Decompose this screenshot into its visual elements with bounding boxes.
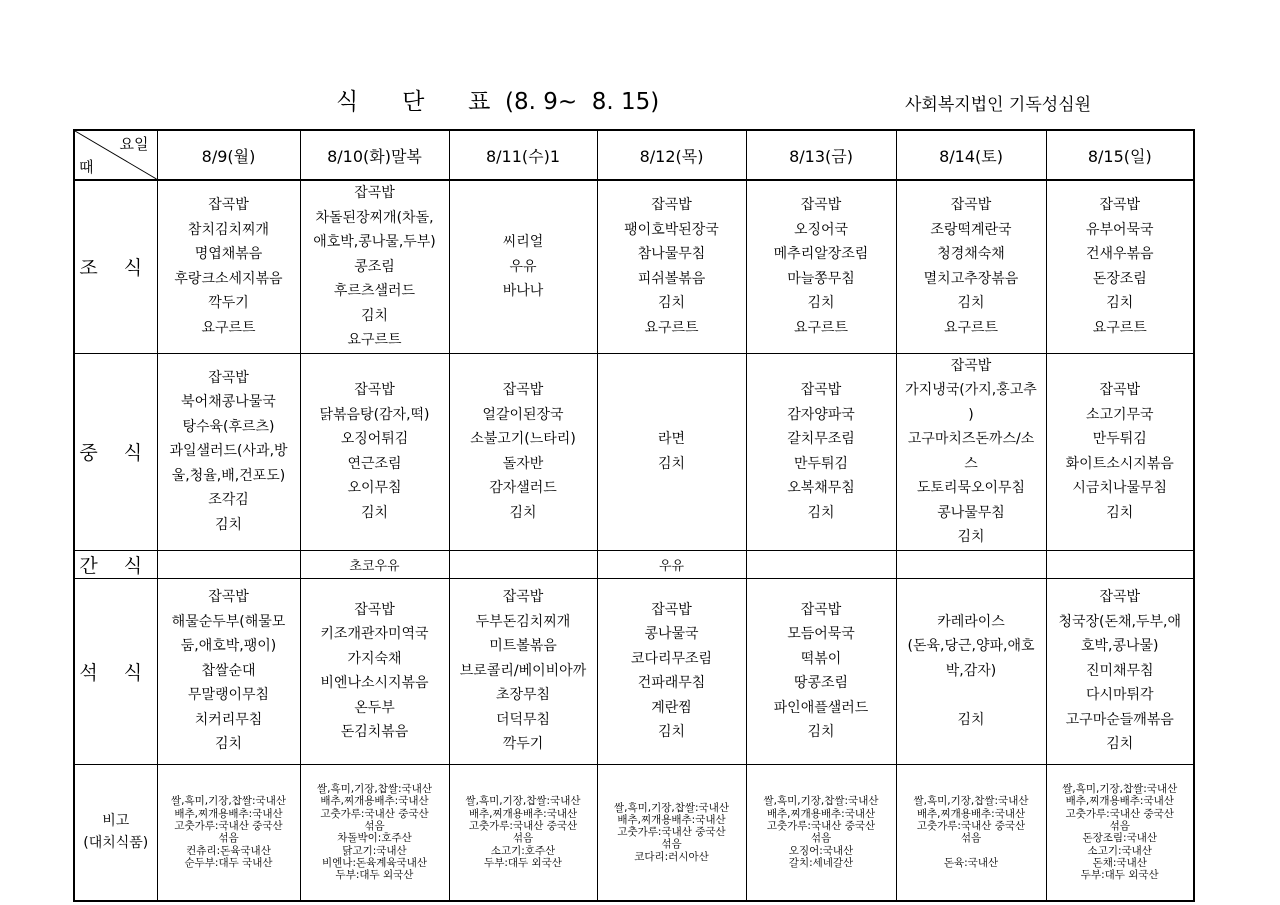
menu-cell [746,180,896,353]
breakfast-row [74,180,1194,353]
cell-line: 고춧가루:국내산 중국산 [766,819,876,832]
cell-line: 해물순두부(해물모 [171,613,286,630]
cell-line: 잡곡밥 [502,589,544,606]
cell-line: 고춧가루:국내산 중국산 [617,826,726,839]
cell-line: 브로콜리/베이비아까 [459,662,587,679]
cell-line: 참치김치찌개 [187,221,270,238]
cell-line: 섞음 [512,832,534,845]
cell-line: 잡곡밥 [651,197,692,214]
cell-line: 치커리무침 [194,711,263,728]
cell-line: 배추,찌개용배추:국내산 [1065,795,1174,808]
cell-line: 건새우볶음 [1085,246,1154,263]
cell-line: 팽이호박된장국 [624,221,719,238]
cell-line: 두부돈김치찌개 [475,613,571,630]
cell-line: 돈장조림 [1092,270,1147,287]
cell-line: 울,청율,배,건포도) [171,467,286,484]
cell-line: 잡곡밥 [651,601,692,618]
cell-line: 둠,애호박,팽이) [180,638,277,655]
cell-line: 김치 [657,295,686,312]
cell-line: 갈치무조림 [787,431,855,447]
cell-line: 돈장조림:국내산 [1082,832,1158,845]
cell-line: 잡곡밥 [208,589,249,606]
cell-line: 더덕무침 [495,711,551,728]
cell-line: 코다리무조림 [630,650,713,667]
cell-line: 잡곡밥 [800,382,842,398]
menu-cell [449,353,597,550]
cell-line: 돈김치볶음 [340,724,409,740]
cell-line: 고구마치즈돈까스/소 [907,431,1035,447]
cell-line: 소고기무국 [1085,406,1154,423]
cell-line: 섞음 [218,832,239,845]
cell-line: 건파래무침 [637,675,706,691]
cell-line: 김치 [214,736,243,753]
cell-line: 시금치나물무침 [1072,480,1168,496]
cell-line: 깍두기 [208,295,249,312]
cell-line: 요구르트 [644,319,699,336]
snack-cell: 초코우유 [300,550,449,578]
cell-line: 잡곡밥 [502,382,544,398]
cell-line: 도토리묵오이무침 [916,480,1026,496]
dinner-row [74,578,1194,764]
cell-line: 만두튀김 [1092,431,1147,447]
cell-line: 메추리알장조림 [773,246,869,263]
cell-line: 씨리얼 [502,234,544,250]
header-row [74,130,1194,180]
cell-line: 두부:대두 외국산 [484,856,562,869]
cell-line: 코다리:러시아산 [634,850,709,863]
cell-line: 온두부 [354,699,395,716]
snack-cell [896,550,1046,578]
menu-cell [300,180,449,353]
cell-line: 김치 [509,504,537,521]
cell-line: 바나나 [502,283,544,299]
snack-cell [449,550,597,578]
cell-line: 고춧가루:국내산 중국산 [1065,807,1174,820]
cell-line: 돈채:국내산 [1092,856,1147,869]
cell-line: 비엔나소시지볶음 [320,675,429,691]
cell-line: 돈육:국내산 [943,856,999,869]
cell-line: 오징어튀김 [340,431,409,447]
lunch-row [74,353,1194,550]
notes-cell [449,764,597,901]
cell-line: 우유 [509,258,537,275]
cell-line: 청국장(돈채,두부,애 [1058,613,1182,630]
cell-line: 화이트소시지볶음 [1065,455,1174,472]
snack-row [74,550,1194,578]
cell-line: 조각김 [208,492,249,509]
snack-cell [157,550,300,578]
menu-cell [300,353,449,550]
cell-line: 비고 [102,813,130,830]
cell-line: 김치 [1106,295,1134,312]
notes-label [74,764,157,901]
cell-line: 잡곡밥 [950,197,992,214]
cell-line: 두부:대두 외국산 [1080,869,1159,882]
cell-line: 컨츄리:돈육국내산 [186,844,271,857]
cell-line: 초장무침 [495,687,551,704]
menu-cell [746,353,896,550]
cell-line: 스 [964,455,978,472]
cell-line: 갈치:세네갈산 [788,856,854,869]
cell-line: 멸치고추장볶음 [923,270,1019,287]
menu-cell [1046,578,1194,764]
cell-line: 콩나물국 [644,626,699,642]
cell-line: 고춧가루:국내산 중국산 [174,819,283,832]
meal-axis-label: 때 [79,158,94,176]
menu-cell [597,578,746,764]
cell-line: 요구르트 [943,319,999,336]
snack-cell [1046,550,1194,578]
cell-line: 피쉬볼볶음 [637,270,706,287]
cell-line: 미트볼볶음 [489,638,557,655]
cell-line: 계란찜 [651,699,692,716]
cell-line: 배추,찌개용배추:국내산 [766,807,876,820]
meal-label-dinner: 석 식 [74,578,157,764]
cell-line: 진미채무침 [1085,662,1154,679]
snack-cell: 우유 [597,550,746,578]
cell-line: 섞음 [661,838,682,851]
notes-row [74,764,1194,901]
cell-line: 요구르트 [347,332,402,348]
corner-cell [74,130,157,180]
day-header: 8/11(수)1 [449,130,597,180]
cell-line: 다시마튀각 [1085,687,1154,704]
cell-line: 카레라이스 [937,613,1005,630]
cell-line: 김치 [807,724,835,740]
cell-line: 오이무침 [347,480,402,496]
cell-line: 라면 [657,431,686,447]
cell-line: 쌀,흑미,기장,찹쌀:국내산 [614,801,729,814]
cell-line: 김치 [957,529,985,545]
cell-line: 깍두기 [502,736,544,753]
cell-line: 탕수육(후르츠) [182,418,275,435]
cell-line: 두부:대두 외국산 [335,869,414,882]
notes-cell [300,764,449,901]
cell-line: 김치 [360,307,389,324]
cell-line: 오징어국 [793,221,849,238]
cell-line: 박,감자) [945,662,997,679]
meal-label-breakfast: 조 식 [74,180,157,353]
cell-line: 쌀,흑미,기장,찹쌀:국내산 [465,795,581,808]
cell-line: 잡곡밥 [354,601,395,618]
menu-cell [896,353,1046,550]
meal-plan-table [73,129,1195,902]
cell-line: 콩조림 [354,258,395,275]
cell-line: 파인애플샐러드 [773,699,869,716]
day-axis-label: 요일 [119,135,149,153]
cell-line: (돈육,당근,양파,애호 [907,638,1035,655]
cell-line: 차돌된장찌개(차돌, [315,209,434,226]
cell-line: 닭볶음탕(감자,떡) [319,406,430,423]
menu-cell [157,353,300,550]
cell-line: 배추,찌개용배추:국내산 [174,807,283,820]
meal-label-snack: 간 식 [74,550,157,578]
cell-line: 고춧가루:국내산 중국산 [468,819,578,832]
cell-line: 잡곡밥 [354,185,395,201]
cell-line: 배추,찌개용배추:국내산 [916,807,1026,820]
menu-cell [449,180,597,353]
day-header: 8/15(일) [1046,130,1194,180]
day-header: 8/9(월) [157,130,300,180]
cell-line: 잡곡밥 [354,382,395,398]
cell-line: 소고기:호주산 [490,844,556,857]
cell-line: 잡곡밥 [1099,589,1141,606]
cell-line: 얼갈이된장국 [482,406,564,423]
cell-line: 배추,찌개용배추:국내산 [320,795,429,808]
notes-cell [746,764,896,901]
organization-name: 사회복지법인 기독성심원 [905,95,1092,115]
snack-cell [746,550,896,578]
cell-line: 순두부:대두 국내산 [184,856,273,869]
cell-line: 잡곡밥 [800,197,842,214]
cell-line: 김치 [360,504,389,521]
cell-line: 연근조림 [347,455,402,472]
menu-cell [896,180,1046,353]
meal-label-lunch: 중 식 [74,353,157,550]
cell-line: 비엔나:돈육계육국내산 [322,856,427,869]
cell-line: 쌀,흑미,기장,찹쌀:국내산 [171,795,286,808]
menu-cell [300,578,449,764]
cell-line: 떡볶이 [800,650,842,667]
cell-line: 섞음 [1109,819,1130,832]
cell-line: 배추,찌개용배추:국내산 [468,807,578,820]
cell-line: 호박,콩나물) [1080,638,1159,655]
cell-line: 섞음 [960,832,982,845]
cell-line: 쌀,흑미,기장,찹쌀:국내산 [1062,783,1178,796]
day-header: 8/13(금) [746,130,896,180]
cell-line: 김치 [214,516,243,533]
cell-line: 참나물무침 [637,246,706,263]
cell-line: 북어채콩나물국 [181,394,276,411]
cell-line: 콩나물무침 [937,504,1005,521]
cell-line: 고춧가루:국내산 중국산 [320,807,429,820]
cell-line: 가지숙채 [347,650,402,667]
menu-cell [157,578,300,764]
cell-line: 쌀,흑미,기장,찹쌀:국내산 [763,795,879,808]
cell-line: 오징어:국내산 [788,844,854,857]
cell-line: 김치 [957,295,985,312]
cell-line: 김치 [657,724,686,740]
cell-line: 후르츠샐러드 [333,283,416,299]
notes-cell [157,764,300,901]
day-header: 8/10(화)말복 [300,130,449,180]
cell-line: 돌자반 [502,455,544,472]
day-header: 8/12(목) [597,130,746,180]
cell-line: 감자양파국 [787,406,855,423]
cell-line: 땅콩조림 [793,675,849,691]
cell-line: 가지냉국(가지,홍고추 [905,382,1037,398]
cell-line: 소고기:국내산 [1087,844,1152,857]
cell-line: 김치 [1106,504,1134,521]
cell-line: 닭고기:국내산 [342,844,407,857]
cell-line: 김치 [957,711,985,728]
cell-line: 쌀,흑미,기장,찹쌀:국내산 [317,783,432,796]
cell-line [897,683,1046,708]
day-header: 8/14(토) [896,130,1046,180]
cell-line: 청경채숙채 [937,246,1005,263]
cell-line [897,845,1046,857]
cell-line: 잡곡밥 [950,357,992,374]
cell-line: 잡곡밥 [1099,197,1141,214]
cell-line: 명엽채볶음 [194,246,263,263]
cell-line: 쌀,흑미,기장,찹쌀:국내산 [913,795,1029,808]
cell-line: 섞음 [810,832,832,845]
cell-line: 김치 [657,455,686,472]
menu-cell [157,180,300,353]
menu-cell [597,180,746,353]
cell-line: 잡곡밥 [208,197,249,214]
cell-line: 김치 [1106,736,1134,753]
menu-cell [1046,180,1194,353]
cell-line: 고구마순들깨볶음 [1065,711,1174,728]
cell-line: 과일샐러드(사과,방 [169,443,288,460]
cell-line: 감자샐러드 [489,480,557,496]
cell-line: 고춧가루:국내산 중국산 [916,819,1026,832]
cell-line: 애호박,콩나물,두부) [313,234,436,250]
cell-line: 잡곡밥 [1099,382,1141,398]
cell-line: 섞음 [364,819,385,832]
cell-line: 조랑떡계란국 [930,221,1012,238]
cell-line: 잡곡밥 [208,369,249,386]
notes-cell [1046,764,1194,901]
cell-line: 후랑크소세지볶음 [174,270,283,287]
cell-line: ) [968,406,974,423]
cell-line: 키조개관자미역국 [320,626,429,642]
page-title: 식 단 표 (8. 9~ 8. 15) [336,89,660,115]
menu-cell [449,578,597,764]
cell-line: 김치 [807,504,835,521]
cell-line: 소불고기(느타리) [470,431,576,447]
cell-line: 배추,찌개용배추:국내산 [617,813,726,826]
cell-line: 만두튀김 [793,455,849,472]
cell-line: 요구르트 [793,319,849,336]
cell-line: 요구르트 [1092,319,1147,336]
cell-line: 김치 [807,295,835,312]
cell-line: 차돌박이:호주산 [337,832,412,845]
cell-line: 마늘쫑무침 [787,270,855,287]
menu-cell [1046,353,1194,550]
cell-line: 잡곡밥 [800,601,842,618]
cell-line: 무말랭이무침 [187,687,270,704]
notes-cell [597,764,746,901]
notes-cell [896,764,1046,901]
menu-cell [597,353,746,550]
cell-line: 오복채무침 [787,480,855,496]
cell-line: 유부어묵국 [1085,221,1154,238]
menu-cell [746,578,896,764]
menu-cell [896,578,1046,764]
cell-line: 찹쌀순대 [201,662,256,679]
cell-line: 요구르트 [201,319,256,336]
cell-line: (대치식품) [83,835,149,852]
cell-line: 모듬어묵국 [787,626,855,642]
